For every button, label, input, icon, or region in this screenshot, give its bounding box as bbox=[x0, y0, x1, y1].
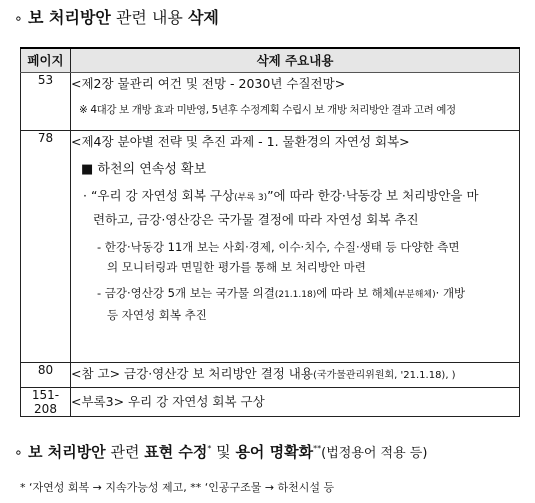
para-text: · “우리 강 자연성 회복 구상 bbox=[83, 188, 235, 203]
dash-line-2: 의 모니터링과 면밀한 평가를 통해 보 처리방안 마련 bbox=[107, 260, 366, 274]
bullet-icon: ∘ bbox=[14, 445, 23, 461]
page-number-cell: 78 bbox=[21, 131, 71, 363]
bullet-icon: ∘ bbox=[14, 11, 23, 27]
chapter-title: <제2장 물관리 여건 및 전망 - 2030년 수질전망> bbox=[71, 76, 346, 91]
dash-text-3: · 개방 bbox=[435, 286, 466, 300]
heading-light-text: 관련 내용 bbox=[110, 8, 188, 27]
chapter-title: <제4장 분야별 전략 및 추진 과제 - 1. 물환경의 자연성 회복> bbox=[71, 134, 410, 149]
table-header-row bbox=[21, 48, 520, 73]
heading-light-text-2: 및 bbox=[211, 443, 236, 461]
row-text: <부록3> 우리 강 자연성 회복 구상 bbox=[71, 394, 265, 409]
heading-light-text: 관련 bbox=[105, 443, 145, 461]
content-cell bbox=[71, 73, 520, 131]
para-line-2: 련하고, 금강·영산강은 국가물 결정에 따라 자연성 회복 추진 bbox=[93, 212, 419, 227]
dash-item bbox=[71, 283, 519, 325]
heading-normal-text: (법정용어 적용 등) bbox=[321, 446, 428, 461]
page-number-cell: 151-208 bbox=[21, 388, 71, 417]
heading-bold-text: 보 처리방안 bbox=[28, 8, 111, 27]
paragraph bbox=[71, 185, 519, 231]
col-header-content: 삭제 주요내용 bbox=[71, 48, 520, 73]
deletion-table bbox=[20, 47, 520, 417]
page-number-cell: 53 bbox=[21, 73, 71, 131]
heading-bold-text-3: 용어 명확화 bbox=[235, 443, 314, 461]
heading-bold-text-2: 삭제 bbox=[187, 8, 219, 27]
table-row bbox=[21, 388, 520, 417]
row-text: <참 고> 금강·영산강 보 처리방안 결정 내용 bbox=[71, 366, 313, 381]
para-small-text: (부록 3) bbox=[234, 193, 268, 203]
dash-line-1: - 한강·낙동강 11개 보는 사회·경제, 이수·치수, 수질·생태 등 다양한 측면 bbox=[97, 240, 460, 254]
table-row bbox=[21, 73, 520, 131]
heading-bold-text-2: 표현 수정 bbox=[144, 443, 208, 461]
dash-text-2: 에 따라 보 해체 bbox=[316, 286, 394, 300]
dash-small-text-2: (부분해체) bbox=[393, 290, 436, 300]
footnote-marker: * bbox=[207, 444, 212, 453]
note-text: ※ 4대강 보 개방 효과 미반영, 5년후 수정계획 수립시 보 개방 처리방안 결과 고려 예정 bbox=[79, 104, 456, 116]
dash-line-2: 등 자연성 회복 추진 bbox=[107, 308, 207, 322]
col-header-page: 페이지 bbox=[21, 48, 71, 73]
table-row bbox=[21, 363, 520, 388]
dash-text: - 금강·영산강 5개 보는 국가물 의결 bbox=[97, 286, 275, 300]
table-row bbox=[21, 131, 520, 363]
section-heading-revision bbox=[14, 437, 427, 461]
content-cell bbox=[71, 131, 520, 363]
footnote-marker-2: ** bbox=[313, 444, 322, 453]
section-heading-deletion bbox=[14, 6, 219, 30]
dash-item bbox=[71, 237, 519, 277]
page-number-cell: 80 bbox=[21, 363, 71, 388]
row-small-text: (국가물관리위원회, '21.1.18), ) bbox=[312, 370, 456, 381]
para-text-2: ”에 따라 한강·낙동강 보 처리방안을 마 bbox=[267, 188, 479, 203]
content-cell bbox=[71, 388, 520, 417]
dash-small-text: (21.1.18) bbox=[274, 290, 317, 300]
content-cell bbox=[71, 363, 520, 388]
footnote: * ‘자연성 회복 → 지속가능성 제고, ** ‘인공구조물 → 하천시설 등 bbox=[20, 481, 335, 494]
sub-heading: ■ 하천의 연속성 확보 bbox=[81, 162, 207, 177]
heading-bold-text: 보 처리방안 bbox=[28, 443, 106, 461]
